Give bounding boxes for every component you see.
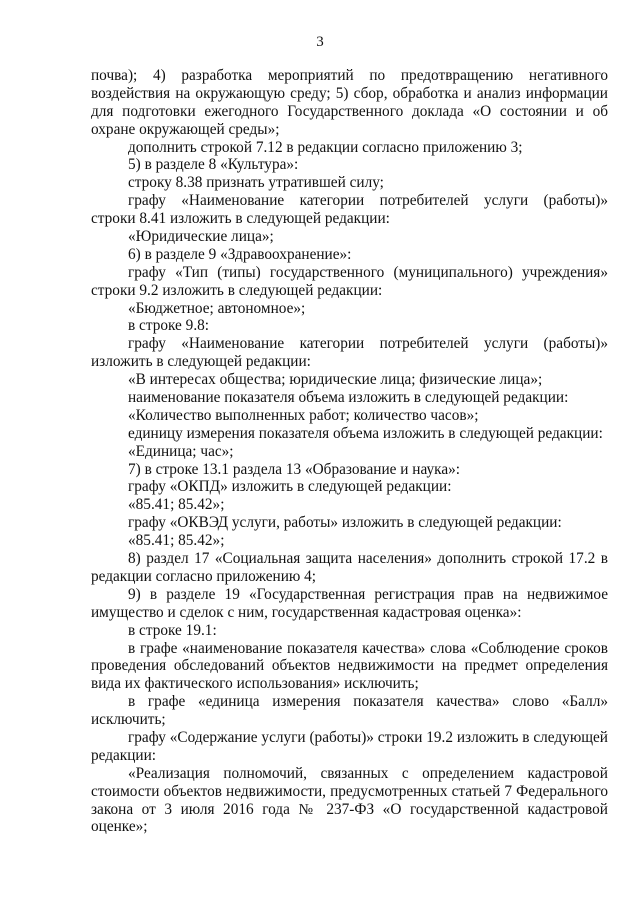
text-line: 7) в строке 13.1 раздела 13 «Образование и наука»:	[128, 460, 461, 478]
text-line: «В интересах общества; юридические лица; физические лица»;	[128, 371, 543, 389]
text-line: «Количество выполненных работ; количество часов»;	[128, 406, 479, 424]
text-line: «85.41; 85.42»;	[128, 496, 225, 514]
text-line: «85.41; 85.42»;	[128, 532, 225, 550]
text-line: в графе «наименование показателя качества» слова «Соблюдение сроков	[128, 639, 608, 657]
text-line: графу «Содержание услуги (работы)» строки 19.2 изложить в следующей	[128, 728, 608, 746]
text-line: охране окружающей среды»;	[91, 120, 280, 138]
text-line: воздействия на окружающую среду; 5) сбор, обработка и анализ информации	[91, 84, 608, 102]
text-line: строку 8.38 признать утратившей силу;	[128, 174, 384, 192]
text-line: «Единица; час»;	[128, 442, 234, 460]
text-line: графу «ОКПД» изложить в следующей редакции:	[128, 478, 452, 496]
text-line: стоимости объектов недвижимости, предусмотренных статьей 7 Федерального	[91, 782, 608, 800]
text-line: строки 9.2 изложить в следующей редакции:	[91, 281, 383, 299]
text-line: закона от 3 июля 2016 года № 237-ФЗ «О государственной кадастровой	[91, 800, 608, 818]
text-line: наименование показателя объема изложить в следующей редакции:	[128, 389, 569, 407]
text-line: графу «Наименование категории потребителей услуги (работы)»	[128, 192, 608, 210]
text-line: 6) в разделе 9 «Здравоохранение»:	[128, 245, 352, 263]
text-line: графу «Наименование категории потребителей услуги (работы)»	[128, 335, 608, 353]
text-line: «Реализация полномочий, связанных с определением кадастровой	[128, 764, 608, 782]
text-line: редакции согласно приложению 4;	[91, 567, 317, 585]
text-line: редакции:	[91, 746, 157, 764]
text-line: оценке»;	[91, 818, 148, 836]
text-line: в строке 9.8:	[128, 317, 210, 335]
text-line: имущество и сделок с ним, государственная кадастровая оценка»:	[91, 603, 522, 621]
text-line: 8) раздел 17 «Социальная защита населения» дополнить строкой 17.2 в	[128, 550, 608, 568]
text-line: 5) в разделе 8 «Культура»:	[128, 156, 299, 174]
text-line: в графе «единица измерения показателя качества» слово «Балл»	[128, 693, 608, 711]
document-body	[91, 67, 608, 836]
text-line: для подготовки ежегодного Государственного доклада «О состоянии и об	[91, 102, 608, 120]
text-line: исключить;	[91, 711, 166, 729]
text-line: единицу измерения показателя объема изложить в следующей редакции:	[128, 424, 603, 442]
text-line: вида их фактического использования» исключить;	[91, 675, 419, 693]
text-line: почва); 4) разработка мероприятий по предотвращению негативного	[91, 67, 608, 84]
text-line: 9) в разделе 19 «Государственная регистрация прав на недвижимое	[128, 585, 608, 603]
text-line: графу «Тип (типы) государственного (муниципального) учреждения»	[128, 263, 608, 281]
text-line: «Бюджетное; автономное»;	[128, 299, 306, 317]
text-line: дополнить строкой 7.12 в редакции согласно приложению 3;	[128, 138, 523, 156]
text-line: «Юридические лица»;	[128, 228, 274, 246]
text-line: строки 8.41 изложить в следующей редакции:	[91, 210, 390, 228]
text-line: графу «ОКВЭД услуги, работы» изложить в следующей редакции:	[128, 514, 562, 532]
text-line: в строке 19.1:	[128, 621, 217, 639]
text-line: изложить в следующей редакции:	[91, 353, 311, 371]
text-line: проведения обследований объектов недвижимости на предмет определения	[91, 657, 608, 675]
page-number: 3	[316, 34, 324, 50]
